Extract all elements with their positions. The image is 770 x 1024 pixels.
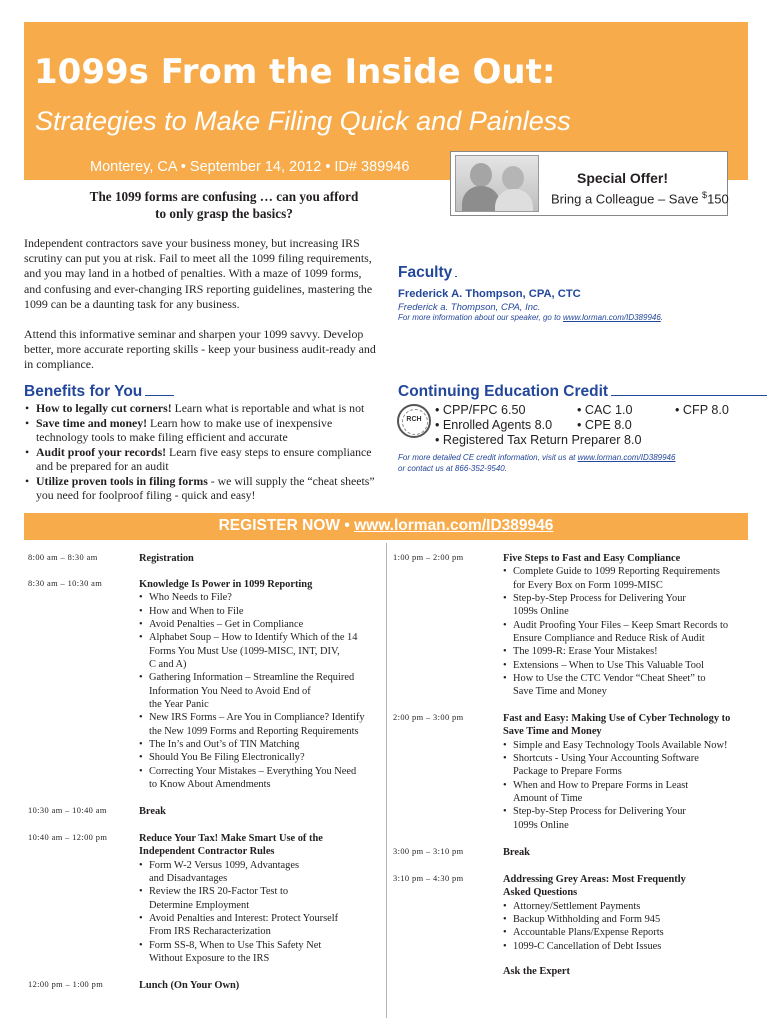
session-topic: • How to Use the CTC Vendor “Cheat Sheet” to xyxy=(503,672,749,685)
register-bar xyxy=(24,513,748,540)
session-topic: C and A) xyxy=(149,659,187,671)
session-time: 3:00 pm – 3:10 pm xyxy=(393,847,464,856)
session-time: 10:30 am – 10:40 am xyxy=(28,806,107,815)
session-title: Fast and Easy: Making Use of Cyber Technology to xyxy=(503,713,731,724)
session-block xyxy=(503,846,749,859)
session-topic: • Accountable Plans/Expense Reports xyxy=(503,926,749,939)
session-topic: Without Exposure to the IRS xyxy=(149,953,270,965)
session-topic: • Review the IRS 20-Factor Test to xyxy=(139,885,379,898)
session-topic: Ensure Compliance and Reduce Risk of Audit xyxy=(513,633,705,645)
ce-credit-item: • CPP/FPC 6.50 xyxy=(435,403,526,417)
session-title: Save Time and Money xyxy=(503,726,602,738)
session-time: 10:40 am – 12:00 pm xyxy=(28,833,108,842)
session-topic: the New 1099 Forms and Reporting Requirements xyxy=(149,725,359,737)
benefit-item: • Utilize proven tools in filing forms - we will supply the “cheat sheets” you need for foolproof filing - quick and easy! xyxy=(24,474,384,503)
session-block xyxy=(139,552,379,565)
faculty-name: Frederick A. Thompson, CPA, CTC xyxy=(398,288,581,300)
session-topic: • Audit Proofing Your Files – Keep Smart Records to xyxy=(503,619,749,632)
session-title: Five Steps to Fast and Easy Compliance xyxy=(503,553,681,564)
session-topic: • Alphabet Soup – How to Identify Which of the 14 xyxy=(139,631,379,644)
session-block xyxy=(503,873,749,953)
register-link[interactable]: www.lorman.com/ID389946 xyxy=(354,517,554,534)
session-block xyxy=(139,979,379,992)
intro-paragraph: Independent contractors save your business money, but increasing IRS scrutiny can put you at risk. Fail to meet all the 1099 filing requirements, and you may land in a hotbed of penalties. With a maze of 1099 forms, and confusing and ever-changing IRS reporting guidelines, mastering the 1099 can be a daunting task for any business. xyxy=(24,236,373,311)
intro-paragraph: Attend this informative seminar and sharpen your 1099 savvy. Develop better, more accurate reporting skills - keep your business audit-ready and in compliance. xyxy=(24,327,376,372)
ce-credit-item: • CPE 8.0 xyxy=(577,418,632,432)
special-offer-title: Special Offer! xyxy=(577,170,669,186)
benefits-list xyxy=(24,401,384,503)
ce-credit-item: • CAC 1.0 xyxy=(577,403,633,417)
faculty-heading: Faculty xyxy=(398,264,457,282)
session-topic: • Form W-2 Versus 1099, Advantages xyxy=(139,859,379,872)
session-topic: • Shortcuts - Using Your Accounting Software xyxy=(503,752,749,765)
ce-credit-item: • Enrolled Agents 8.0 xyxy=(435,418,553,432)
session-topic: • Should You Be Filing Electronically? xyxy=(139,751,379,764)
session-title: Break xyxy=(139,806,166,817)
colleagues-photo xyxy=(455,155,539,212)
session-topic: • Simple and Easy Technology Tools Available Now! xyxy=(503,739,749,752)
session-topic: Save Time and Money xyxy=(513,686,607,698)
session-topic: • How and When to File xyxy=(139,605,379,618)
faculty-company: Frederick a. Thompson, CPA, Inc. xyxy=(398,302,541,313)
session-topic: Amount of Time xyxy=(513,793,583,805)
session-time: 8:30 am – 10:30 am xyxy=(28,579,103,588)
session-time: 2:00 pm – 3:00 pm xyxy=(393,713,464,722)
session-topic: Determine Employment xyxy=(149,899,250,911)
session-topic: • Form SS-8, When to Use This Safety Net xyxy=(139,939,379,952)
register-text: REGISTER NOW • www.lorman.com/ID389946 xyxy=(218,517,554,534)
session-topic: the Year Panic xyxy=(149,699,209,711)
session-topic: • Step-by-Step Process for Delivering Your xyxy=(503,805,749,818)
session-topic: • Avoid Penalties and Interest: Protect Yourself xyxy=(139,912,379,925)
session-topic: • 1099-C Cancellation of Debt Issues xyxy=(503,940,749,953)
session-topic: for Every Box on Form 1099-MISC xyxy=(513,579,663,591)
session-block xyxy=(139,832,379,965)
speaker-link[interactable]: www.lorman.com/ID389946 xyxy=(562,313,661,322)
benefit-item: • Audit proof your records! Learn five easy steps to ensure compliance and be prepared for an audit xyxy=(24,445,384,474)
session-topic: • When and How to Prepare Forms in Least xyxy=(503,779,749,792)
session-block xyxy=(139,805,379,818)
benefit-item: • Save time and money! Learn how to make use of inexpensive technology tools to make filing efficient and accurate xyxy=(24,416,384,445)
session-title: Knowledge Is Power in 1099 Reporting xyxy=(139,579,313,590)
session-topic: • Attorney/Settlement Payments xyxy=(503,900,749,913)
session-title: Break xyxy=(503,847,530,858)
session-title: Asked Questions xyxy=(503,887,578,899)
session-topic: Forms You Must Use (1099-MISC, INT, DIV, xyxy=(149,645,340,657)
session-time: 1:00 pm – 2:00 pm xyxy=(393,553,464,562)
session-topic: 1099s Online xyxy=(513,819,569,831)
ce-credit-item: • CFP 8.0 xyxy=(675,403,729,417)
benefit-item: • How to legally cut corners! Learn what is reportable and what is not xyxy=(24,401,384,416)
page-title: 1099s From the Inside Out: xyxy=(34,52,556,92)
session-block xyxy=(139,578,379,792)
session-title: Reduce Your Tax! Make Smart Use of the xyxy=(139,833,323,844)
session-topic: to Know About Amendments xyxy=(149,779,271,791)
session-topic: 1099s Online xyxy=(513,606,569,618)
rch-seal-icon: RCH xyxy=(397,404,431,438)
session-block xyxy=(503,965,749,978)
session-topic: and Disadvantages xyxy=(149,873,228,885)
page-subtitle: Strategies to Make Filing Quick and Painless xyxy=(35,106,571,136)
ce-heading: Continuing Education Credit xyxy=(398,383,767,401)
session-topic: • Backup Withholding and Form 945 xyxy=(503,913,749,926)
column-divider xyxy=(386,543,387,1018)
session-title: Lunch (On Your Own) xyxy=(139,980,240,991)
special-offer-box xyxy=(450,151,728,216)
session-title: Registration xyxy=(139,553,194,564)
session-topic: From IRS Recharacterization xyxy=(149,926,271,938)
session-topic: • The 1099-R: Erase Your Mistakes! xyxy=(503,645,749,658)
session-block xyxy=(503,552,749,699)
session-topic: • Correcting Your Mistakes – Everything You Need xyxy=(139,765,379,778)
session-title: Addressing Grey Areas: Most Frequently xyxy=(503,874,686,885)
session-topic: • Step-by-Step Process for Delivering Your xyxy=(503,592,749,605)
intro-question: The 1099 forms are confusing … can you afford to only grasp the basics? xyxy=(89,189,359,221)
special-offer-text: Bring a Colleague – Save $150 xyxy=(551,190,729,207)
session-topic: • Who Needs to File? xyxy=(139,591,379,604)
session-topic: • The In’s and Out’s of TIN Matching xyxy=(139,738,379,751)
event-info: Monterey, CA • September 14, 2012 • ID# 389946 xyxy=(90,159,410,175)
session-title: Ask the Expert xyxy=(503,966,570,977)
session-topic: • Extensions – When to Use This Valuable Tool xyxy=(503,659,749,672)
ce-credit-item: • Registered Tax Return Preparer 8.0 xyxy=(435,433,642,447)
faculty-more-info: For more information about our speaker, go to www.lorman.com/ID389946. xyxy=(398,313,664,322)
session-topic: • Avoid Penalties – Get in Compliance xyxy=(139,618,379,631)
session-block xyxy=(503,712,749,832)
session-title: Independent Contractor Rules xyxy=(139,846,275,858)
session-time: 8:00 am – 8:30 am xyxy=(28,553,98,562)
session-topic: • Complete Guide to 1099 Reporting Requirements xyxy=(503,565,749,578)
ce-more-info: For more detailed CE credit information, visit us at www.lorman.com/ID389946 or contact us at 866-352-9540. xyxy=(398,453,676,473)
session-topic: Package to Prepare Forms xyxy=(513,766,622,778)
session-time: 12:00 pm – 1:00 pm xyxy=(28,980,104,989)
benefits-heading: Benefits for You xyxy=(24,383,174,401)
session-topic: • New IRS Forms – Are You in Compliance? Identify xyxy=(139,711,379,724)
intro-text xyxy=(24,236,380,373)
ce-link[interactable]: www.lorman.com/ID389946 xyxy=(577,453,676,462)
session-topic: Information You Need to Avoid End of xyxy=(149,685,311,697)
session-time: 3:10 pm – 4:30 pm xyxy=(393,874,464,883)
session-topic: • Gathering Information – Streamline the Required xyxy=(139,671,379,684)
